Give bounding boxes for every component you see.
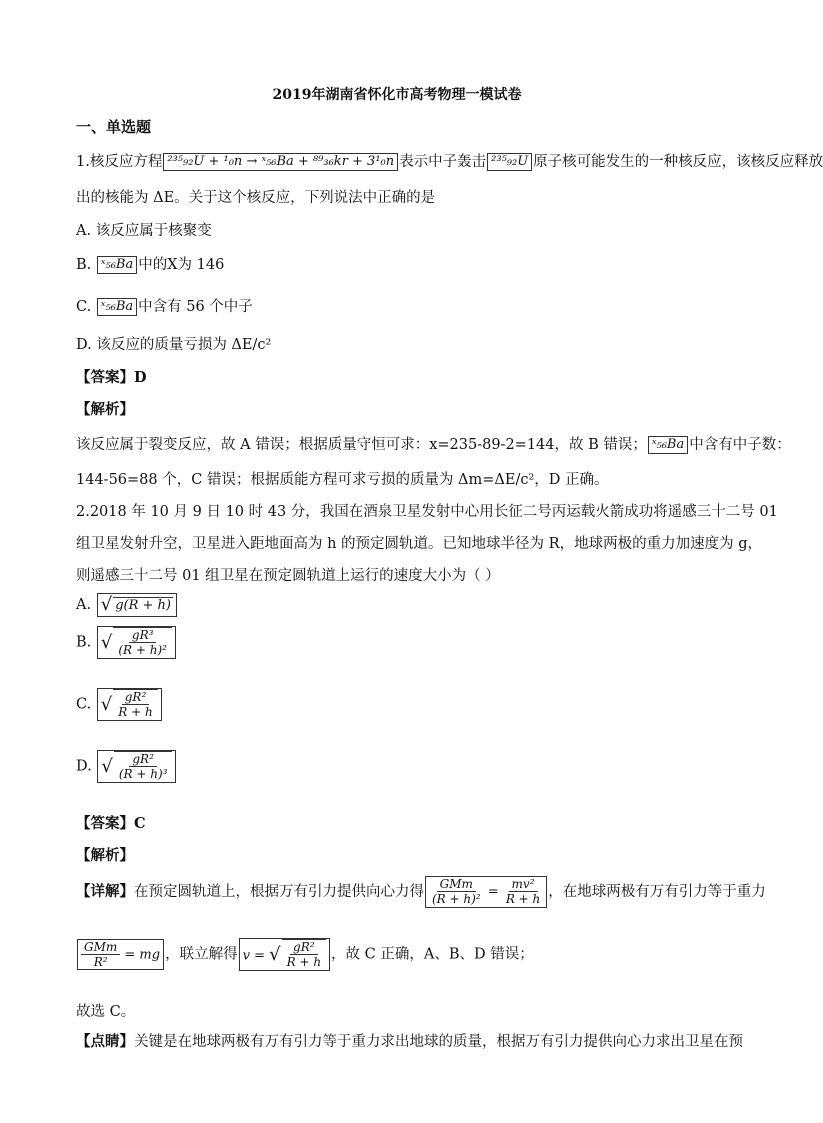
- q2-option-b-expr: [97, 626, 176, 659]
- q1-option-c-letter: C.: [76, 299, 92, 315]
- q2-detail2-rhs: = mg: [124, 946, 161, 962]
- q1-prefix: 1.核反应方程: [76, 154, 163, 170]
- q1-suffix: 原子核可能发生的一种核反应，该核反应释放: [533, 154, 823, 170]
- sqrt-symbol: √: [100, 594, 113, 615]
- q1-analysis-nuclide: ˣ₅₆Ba: [648, 436, 688, 454]
- q2-line1: 2.2018 年 10 月 9 日 10 时 43 分，我国在酒泉卫星发射中心用长征二号丙运载火箭成功将遥感三十二号 01: [76, 504, 778, 520]
- q2-detail2-num: GMm: [81, 940, 120, 955]
- q1-option-d: D. 该反应的质量亏损为 ΔE/c²: [76, 337, 272, 353]
- q1-analysis1-pre: 该反应属于裂变反应，故 A 错误；根据质量守恒可求：x=235-89-2=144，故 B 错误；: [76, 437, 647, 453]
- sqrt-symbol: √: [100, 631, 113, 653]
- q1-option-a: A. 该反应属于核聚变: [76, 223, 212, 239]
- q2-detail1-pre: 在预定圆轨道上，根据万有引力提供向心力得: [134, 883, 424, 900]
- q2-option-c-expr: [97, 688, 162, 721]
- q2-option-d-expr: [97, 750, 176, 783]
- q2-detail1-equals: =: [487, 884, 499, 900]
- q1-answer: 【答案】D: [76, 369, 147, 386]
- q2-detail-label: 【详解】: [76, 882, 134, 900]
- q1-analysis-label: 【解析】: [76, 401, 134, 418]
- q2-detail2-den: R²: [93, 954, 108, 969]
- q2-line3: 则遥感三十二号 01 组卫星在预定圆轨道上运行的速度大小为（ ）: [76, 568, 500, 584]
- q2-note-text: 关键是在地球两极有万有引力等于重力求出地球的质量，根据万有引力提供向心力求出卫星在预: [134, 1034, 743, 1050]
- q2-line2: 组卫星发射升空，卫星进入距地面高为 h 的预定圆轨道。已知地球半径为 R，地球两极的重力加速度为 g，: [76, 536, 762, 552]
- q1-nuclide: ²³⁵₉₂U: [487, 153, 532, 171]
- q1-option-b-nuclide: ˣ₅₆Ba: [97, 256, 137, 274]
- q2-detail2-solution: [239, 938, 330, 971]
- q2-option-d-num: gR²: [129, 752, 157, 767]
- q2-option-a: [76, 593, 178, 617]
- q2-note-label: 【点睛】: [76, 1033, 134, 1050]
- q2-option-d-den: (R + h)³: [118, 767, 168, 782]
- q2-detail1-equation: [425, 876, 547, 908]
- q2-option-d-letter: D.: [76, 758, 92, 775]
- q2-choose: 故选 C。: [76, 1004, 136, 1020]
- q2-answer: 【答案】C: [76, 815, 146, 832]
- q2-option-a-expr: [97, 593, 177, 617]
- q2-option-c-letter: C.: [76, 696, 92, 713]
- q2-option-b-den: (R + h)²: [118, 643, 167, 658]
- q2-detail-line1: [76, 876, 766, 908]
- sqrt-symbol: √: [101, 755, 113, 777]
- sqrt-symbol: √: [269, 943, 281, 965]
- q2-detail1-num1: GMm: [437, 877, 476, 892]
- q2-note: [76, 1030, 743, 1051]
- q2-detail1-num2: mv²: [509, 877, 538, 892]
- q1-option-c: [76, 295, 253, 316]
- q2-option-b-letter: B.: [76, 634, 92, 651]
- q2-detail1-post: ，在地球两极有万有引力等于重力: [548, 883, 766, 900]
- q2-option-c-num: gR²: [122, 690, 150, 705]
- q2-detail1-den1: (R + h)²: [432, 892, 481, 907]
- q1-option-b: [76, 253, 224, 274]
- q1-option-c-text: 中含有 56 个中子: [138, 299, 253, 315]
- q1-equation: ²³⁵₉₂U + ¹₀n → ˣ₅₆Ba + ⁸⁹₃₆kr + 3¹₀n: [163, 153, 398, 171]
- q1-analysis1-post: 中含有中子数：: [689, 437, 791, 453]
- q2-option-c: [76, 688, 163, 721]
- q1-line1: [76, 150, 823, 171]
- q1-option-b-text: 中的X为 146: [138, 257, 225, 273]
- q1-analysis-line2: 144-56=88 个，C 错误；根据质能方程可求亏损的质量为 Δm=ΔE/c²，D 正确。: [76, 472, 609, 488]
- page-title: 2019年湖南省怀化市高考物理一模试卷: [272, 87, 522, 103]
- q1-analysis-line1: [76, 433, 791, 454]
- q2-option-d: [76, 750, 177, 783]
- q1-option-c-nuclide: ˣ₅₆Ba: [97, 298, 137, 316]
- q2-detail2-post: ，故 C 正确，A、B、D 错误；: [331, 946, 534, 963]
- q1-option-b-letter: B.: [76, 257, 92, 273]
- q1-mid: 表示中子轰击: [399, 154, 487, 170]
- q2-detail2-v: v =: [242, 948, 265, 964]
- q2-detail2-mid: ，联立解得: [165, 946, 238, 963]
- q2-detail2-snum: gR²: [290, 940, 318, 955]
- q2-analysis-label: 【解析】: [76, 847, 134, 864]
- q2-option-a-letter: A.: [76, 596, 92, 613]
- q2-detail2-equation: [77, 939, 164, 971]
- q2-option-c-den: R + h: [118, 705, 153, 720]
- sqrt-symbol: √: [100, 693, 113, 715]
- q2-option-a-radicand: g(R + h): [115, 597, 171, 613]
- q2-detail1-den2: R + h: [505, 892, 541, 907]
- q2-option-b-num: gR³: [129, 628, 157, 643]
- q2-detail2-sden: R + h: [286, 955, 322, 970]
- q2-detail-line2: [76, 938, 534, 971]
- section-heading: 一、单选题: [76, 118, 152, 136]
- q1-line2: 出的核能为 ΔE。关于这个核反应，下列说法中正确的是: [76, 190, 436, 206]
- q2-option-b: [76, 626, 177, 659]
